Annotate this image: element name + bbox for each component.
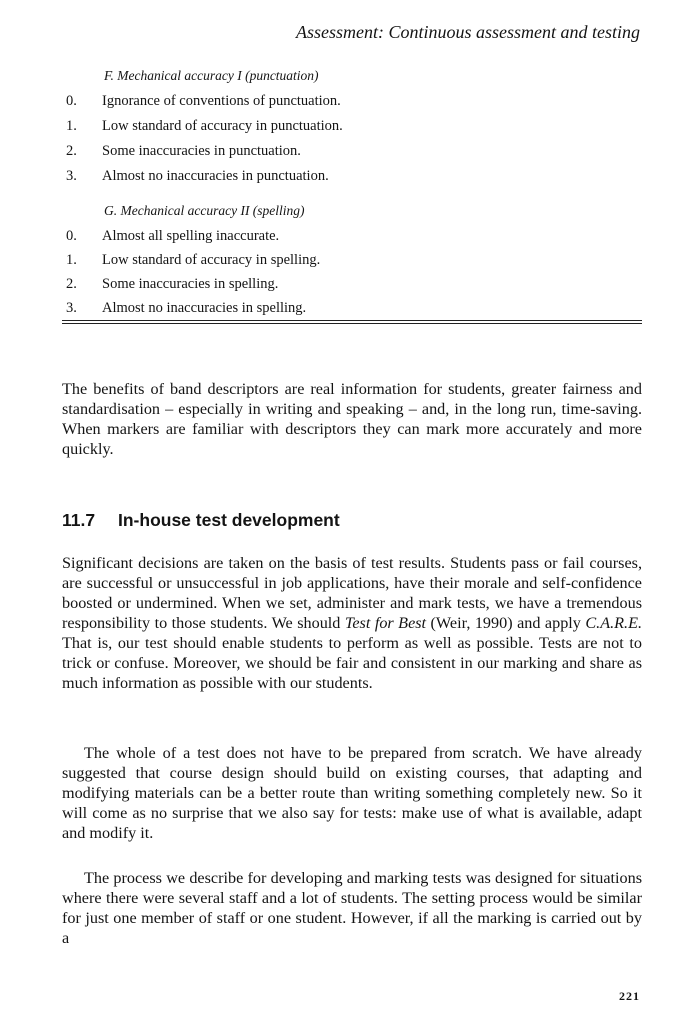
item-number: 3.: [66, 168, 77, 184]
item-number: 2.: [66, 276, 77, 292]
item-number: 0.: [66, 93, 77, 109]
item-text: Almost no inaccuracies in punctuation.: [102, 168, 329, 184]
section-title: In-house test development: [118, 510, 340, 530]
divider: [62, 323, 642, 324]
item-text: Low standard of accuracy in spelling.: [102, 252, 321, 268]
item-text: Low standard of accuracy in punctuation.: [102, 118, 343, 134]
descriptor-g-item: [66, 300, 626, 317]
body-paragraph-1: [62, 553, 642, 693]
para1-text: (Weir, 1990) and apply: [426, 614, 586, 632]
descriptor-f-item: [66, 143, 626, 160]
para1-text: Significant decisions are taken on the basis of test results. Students pass or fail courses, are successful or unsuccessful in job applications, have their morale and self-confidence boosted or undermined. When we set, administer and mark tests, we have a tremendous responsibility to those students. We should: [62, 554, 642, 632]
descriptor-g-item: [66, 252, 626, 269]
running-head: Assessment: Continuous assessment and testing: [296, 22, 640, 42]
item-text: Almost all spelling inaccurate.: [102, 228, 280, 244]
descriptor-g-item: [66, 228, 626, 245]
item-number: 1.: [66, 252, 77, 268]
table-end-rules: [62, 320, 642, 326]
care-acronym: C.A.R.E.: [585, 614, 643, 632]
item-number: 2.: [66, 143, 77, 159]
body-paragraph-3: The process we describe for developing and marking tests was designed for situations where there were several staff and a lot of students. The setting process would be similar for just one member of staff or one student. However, if all the marking is carried out by a: [62, 869, 642, 947]
body-paragraph-2: The whole of a test does not have to be prepared from scratch. We have already suggested that course design should build on existing courses, that adapting and modifying materials can be a better route than writing something completely new. So it will come as no surprise that we also say for tests: make use of what is available, adapt and modify it.: [62, 744, 642, 842]
descriptor-g-item: [66, 276, 626, 293]
divider: [62, 320, 642, 321]
benefits-paragraph: The benefits of band descriptors are real information for students, greater fairness and standardisation – especially in writing and speaking – and, in the long run, time-saving. When markers are familiar with descriptors they can mark more accurately and more quickly.: [62, 380, 642, 458]
descriptor-group-g-title: G. Mechanical accuracy II (spelling): [104, 203, 305, 218]
item-text: Some inaccuracies in spelling.: [102, 276, 279, 292]
para1-text: That is, our test should enable students to perform as well as possible. Tests are not to trick or confuse. Moreover, we should be fair and consistent in our marking and share as much information as possible with our students.: [62, 634, 642, 692]
descriptor-group-f-title: F. Mechanical accuracy I (punctuation): [104, 68, 319, 83]
descriptor-f-item: [66, 93, 626, 110]
page-number: 221: [619, 989, 640, 1003]
descriptor-f-item: [66, 168, 626, 185]
section-number: 11.7: [62, 510, 96, 530]
item-text: Almost no inaccuracies in spelling.: [102, 300, 307, 316]
item-number: 3.: [66, 300, 77, 316]
item-number: 0.: [66, 228, 77, 244]
cited-title: Test for Best: [344, 614, 427, 632]
item-text: Some inaccuracies in punctuation.: [102, 143, 301, 159]
descriptor-f-item: [66, 118, 626, 135]
item-number: 1.: [66, 118, 77, 134]
section-heading: [62, 510, 340, 531]
item-text: Ignorance of conventions of punctuation.: [102, 93, 341, 109]
